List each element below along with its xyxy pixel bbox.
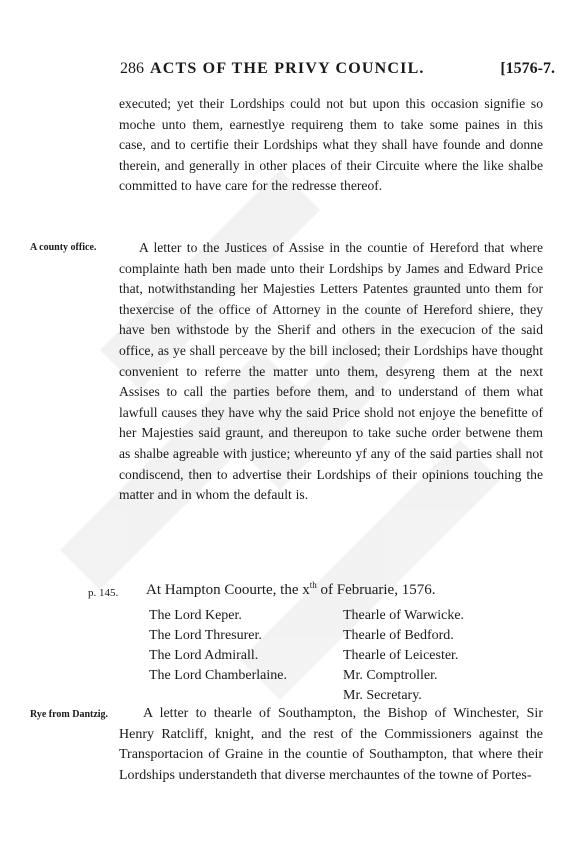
attendee: The Lord Admirall. xyxy=(149,648,259,663)
meeting-heading xyxy=(146,580,556,599)
attendee: The Lord Chamberlaine. xyxy=(149,668,288,683)
paragraph-3: A letter to thearle of Southampton, the Bishop of Winchester, Sir Henry Ratcliff, knight, and the rest of the Commissioners against the Transportacion of Graine in the countie of Southampton, that where their Lordships understandeth that diverse merchauntes of the towne of Portes- xyxy=(119,706,543,783)
attendee: Thearle of Warwicke. xyxy=(343,608,465,623)
paragraph-1: executed; yet their Lordships could not but upon this occasion signifie so moche unto them, earnestlye requireng them to take some paines in this case, and to certifie their Lordships what they shall have founde and donne therein, and generally in other places of their Circuite where the like shalbe committed to have care for the redresse thereof. xyxy=(119,96,543,194)
attendee: Thearle of Leicester. xyxy=(343,648,459,663)
attendance-right xyxy=(343,606,464,706)
running-title: ACTS OF THE PRIVY COUNCIL. xyxy=(150,60,425,77)
attendee: Mr. Comptroller. xyxy=(343,668,438,683)
attendee: Mr. Secretary. xyxy=(343,688,422,703)
attendee: The Lord Thresurer. xyxy=(149,628,262,643)
attendee: The Lord Keper. xyxy=(149,608,242,623)
meeting-after: of Februarie, 1576. xyxy=(316,582,436,598)
meeting-before: At Hampton Coourte, the x xyxy=(146,582,310,598)
margin-note-county: A county office. xyxy=(30,242,97,253)
paragraph-2: A letter to the Justices of Assise in the countie of Hereford that where complainte hath ben made unto their Lordships by James and Edward Price that, notwithstanding her Majesties Letters Patentes graunted unto them for thexercise of the office of Attorney in the counte of Hereford shiere, they have ben withstode by the Sherif and others in the execucion of the said office, as ye shall perceave by the bill inclosed; their Lordships have thought convenient to referre the matter unto them, desyreng them at the next Assises to call the parties before them, and to understand of them what lawfull causes they have why the said Price shold not enjoye the benefitte of her Majesties said graunt, and thereupon to take suche order betwene them as shalbe agreable with justice; whereunto yf any of the said parties shall not condiscend, then to advertise their Lordships of their opinions touching the matter and in whom the default is. xyxy=(119,240,543,503)
year-range: [1576-7. xyxy=(500,60,555,77)
margin-note-page-ref: p. 145. xyxy=(88,587,119,599)
attendee: Thearle of Bedford. xyxy=(343,628,454,643)
running-header xyxy=(120,60,555,84)
attendance-left xyxy=(149,606,287,686)
page-number: 286 xyxy=(120,60,144,77)
meeting-superscript: th xyxy=(309,580,317,590)
margin-note-rye: Rye from Dantzig. xyxy=(30,709,109,720)
